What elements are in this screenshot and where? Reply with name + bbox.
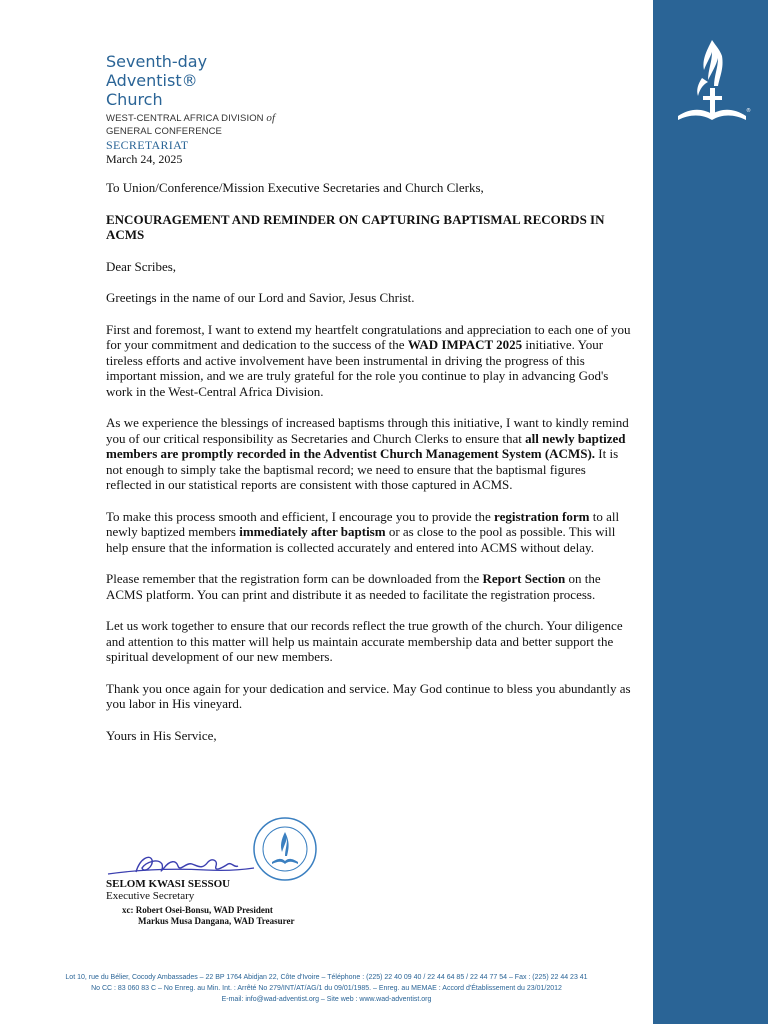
org-line-3: Church <box>106 90 163 109</box>
division-name <box>106 112 275 138</box>
paragraph-5: Let us work together to ensure that our records reflect the true growth of the church. Your diligence and attention to this matter will help us maintain accurate membership data and better support the spiritual development of our new members. <box>106 618 623 664</box>
closing: Yours in His Service, <box>106 727 217 743</box>
letter-date: March 24, 2025 <box>106 152 183 166</box>
org-line-1: Seventh-day <box>106 52 208 71</box>
division-label: WEST-CENTRAL AFRICA DIVISION <box>106 113 264 124</box>
svg-text:®: ® <box>746 108 751 114</box>
greeting: Greetings in the name of our Lord and Savior, Jesus Christ. <box>106 290 415 305</box>
footer-contact: E-mail: info@wad-adventist.org – Site web : www.wad-adventist.org <box>221 996 432 1003</box>
footer-address: Lot 10, rue du Bélier, Cocody Ambassades – 22 BP 1764 Abidjan 22, Côte d'Ivoire – Téléphone : (225) 22 40 09 40 / 22 44 64 85 / 22 44 77 54 – Fax : (225) 22 44 23 41 <box>65 974 588 981</box>
secretariat-label: SECRETARIAT <box>106 138 189 152</box>
division-of: of <box>266 112 276 124</box>
cc-list <box>122 905 294 927</box>
paragraph-4: Please remember that the registration form can be downloaded from the Report Section on the ACMS platform. You can print and distribute it as needed to facilitate the registration process. <box>106 571 601 602</box>
org-line-2: Adventist® <box>106 71 198 90</box>
paragraph-1: First and foremost, I want to extend my heartfelt congratulations and appreciation to each one of you for your commitment and dedication to the success of the WAD IMPACT 2025 initiative. Your tireless efforts and active involvement have been instrumental in driving the progress of this important mission, and we are truly grateful for the role you continue to play in advancing God's work in the West-Central Africa Division. <box>106 321 631 399</box>
letter-footer <box>0 972 653 1005</box>
adventist-logo-icon <box>672 38 752 124</box>
signatory-name: SELOM KWASI SESSOU <box>106 878 231 890</box>
brand-sidebar <box>653 0 768 1024</box>
footer-registration: No CC : 83 060 83 C – No Enreg. au Min. Int. : Arrêté No 279/INT/AT/AG/1 du 09/01/1985. – Enreg. au MEMAE : Accord d'Établissement du 23/01/2012 <box>91 985 562 992</box>
salutation: Dear Scribes, <box>106 258 177 274</box>
letter-body <box>106 180 634 759</box>
signatory-title: Executive Secretary <box>106 890 195 902</box>
addressee: To Union/Conference/Mission Executive Secretaries and Church Clerks, <box>106 180 484 195</box>
paragraph-3: To make this process smooth and efficient, I encourage you to provide the registration form to all newly baptized members immediately after baptism or as close to the pool as possible. This will help ensure that the information is collected accurately and entered into ACMS without delay. <box>106 508 620 555</box>
cc-line-2: Markus Musa Dangana, WAD Treasurer <box>138 916 295 926</box>
paragraph-2: As we experience the blessings of increased baptisms through this initiative, I want to kindly remind you of our critical responsibility as Secretaries and Church Clerks to ensure that all newly baptized members are promptly recorded in the Adventist Church Management System (ACMS). It is not enough to simply take the baptismal record; we need to ensure that the baptismal figures reflected in our statistical reports are consistent with those captured in ACMS. <box>106 415 629 492</box>
signature-block <box>106 878 230 902</box>
general-conference-label: GENERAL CONFERENCE <box>106 126 222 137</box>
letter-subject: ENCOURAGEMENT AND REMINDER ON CAPTURING BAPTISMAL RECORDS IN ACMS <box>106 211 605 242</box>
handwritten-signature-icon <box>106 848 256 882</box>
cc-line-1: xc: Robert Osei-Bonsu, WAD President <box>122 905 273 915</box>
paragraph-6: Thank you once again for your dedication and service. May God continue to bless you abundantly as you labor in His vineyard. <box>106 680 631 711</box>
official-stamp-icon <box>252 816 318 882</box>
organization-name <box>106 52 207 109</box>
